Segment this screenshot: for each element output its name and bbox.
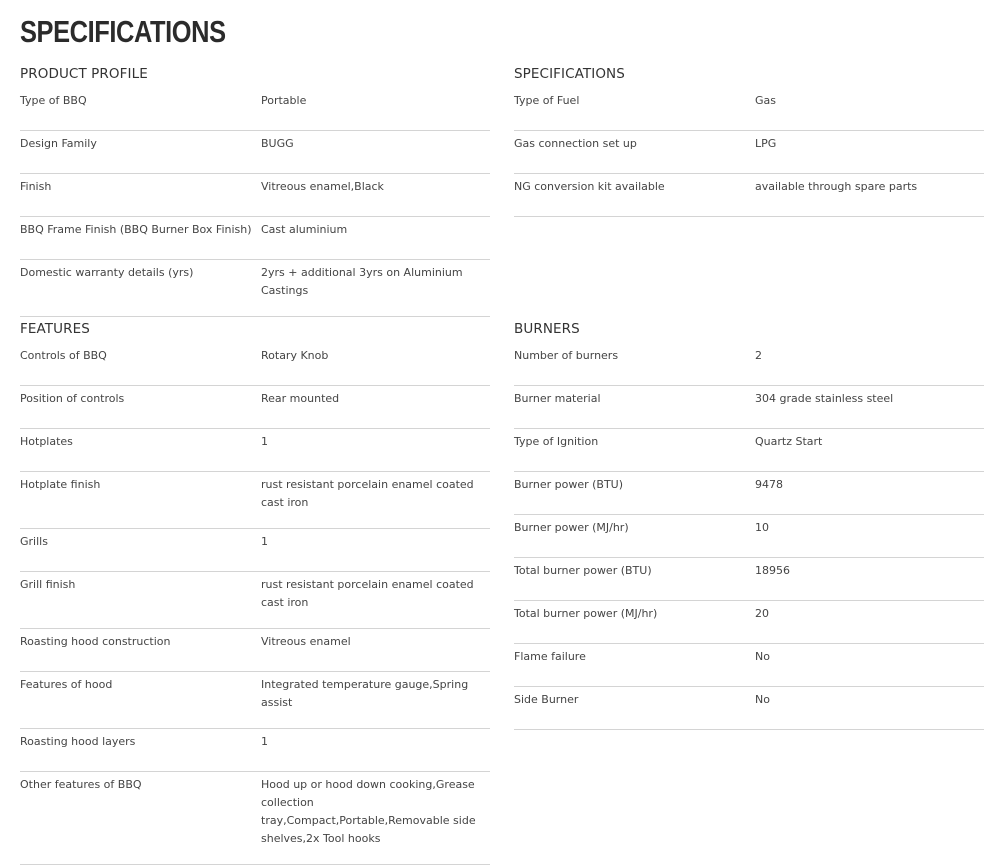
spec-value: Quartz Start (755, 435, 823, 448)
features-section (20, 321, 490, 865)
spec-value: Vitreous enamel,Black (261, 180, 384, 193)
spec-row (20, 672, 490, 729)
spec-row (514, 472, 984, 515)
spec-label: Grills (20, 535, 48, 548)
spec-value: BUGG (261, 137, 294, 150)
spec-row (514, 131, 984, 174)
spec-label: Type of Ignition (514, 435, 599, 448)
spec-value: 1 (261, 435, 268, 448)
spec-label: Type of BBQ (20, 94, 87, 107)
spec-label: Flame failure (514, 650, 586, 663)
spec-value: rust resistant porcelain enamel coated cast iron (261, 478, 474, 509)
spec-value: Rear mounted (261, 392, 340, 405)
spec-row (20, 343, 490, 386)
spec-label: Burner power (BTU) (514, 478, 624, 491)
spec-row (20, 472, 490, 529)
spec-row (20, 131, 490, 174)
spec-label: Domestic warranty details (yrs) (20, 266, 194, 279)
spec-label: Design Family (20, 137, 97, 150)
spec-label: NG conversion kit available (514, 180, 665, 193)
spec-row (20, 386, 490, 429)
spec-label: Hotplates (20, 435, 73, 448)
spec-row (514, 343, 984, 386)
spec-row (514, 174, 984, 217)
spec-value: rust resistant porcelain enamel coated cast iron (261, 578, 474, 609)
section-heading: PRODUCT PROFILE (20, 66, 148, 82)
spec-label: Controls of BBQ (20, 349, 107, 362)
spec-label: Grill finish (20, 578, 76, 591)
burners-section (514, 321, 984, 730)
spec-value: 1 (261, 535, 268, 548)
spec-label: Roasting hood construction (20, 635, 171, 648)
spec-label: Burner power (MJ/hr) (514, 521, 629, 534)
spec-row (514, 558, 984, 601)
spec-label: Features of hood (20, 678, 113, 691)
spec-label: Burner material (514, 392, 601, 405)
spec-row (20, 260, 490, 317)
spec-value: Rotary Knob (261, 349, 329, 362)
spec-value: 2yrs + additional 3yrs on Aluminium Castings (261, 266, 463, 297)
spec-value: LPG (755, 137, 777, 150)
spec-row (20, 174, 490, 217)
spec-row (514, 386, 984, 429)
spec-label: Side Burner (514, 693, 579, 706)
spec-label: Gas connection set up (514, 137, 637, 150)
spec-label: Position of controls (20, 392, 125, 405)
section-heading: SPECIFICATIONS (514, 66, 625, 82)
spec-value: Hood up or hood down cooking,Grease collection tray,Compact,Portable,Removable side shelves,2x Tool hooks (261, 778, 476, 845)
spec-value: 2 (755, 349, 762, 362)
spec-label: Other features of BBQ (20, 778, 142, 791)
spec-row (514, 687, 984, 730)
spec-row (20, 429, 490, 472)
section-heading: FEATURES (20, 321, 90, 337)
spec-row (20, 629, 490, 672)
spec-row (514, 515, 984, 558)
spec-value: 18956 (755, 564, 790, 577)
page-title: SPECIFICATIONS (20, 14, 226, 49)
spec-label: Total burner power (MJ/hr) (514, 607, 658, 620)
spec-row (20, 729, 490, 772)
spec-table (514, 88, 984, 217)
spec-value: 20 (755, 607, 769, 620)
spec-value: 10 (755, 521, 769, 534)
spec-label: Hotplate finish (20, 478, 101, 491)
spec-row (514, 601, 984, 644)
spec-row (20, 772, 490, 865)
spec-table (20, 88, 490, 317)
spec-value: 1 (261, 735, 268, 748)
spec-value: No (755, 693, 770, 706)
spec-row (20, 217, 490, 260)
spec-value: Portable (261, 94, 307, 107)
spec-table (514, 343, 984, 730)
spec-value: Integrated temperature gauge,Spring assist (261, 678, 469, 709)
spec-label: Total burner power (BTU) (514, 564, 652, 577)
spec-value: available through spare parts (755, 180, 918, 193)
spec-row (514, 429, 984, 472)
spec-label: BBQ Frame Finish (BBQ Burner Box Finish) (20, 223, 252, 236)
spec-row (20, 88, 490, 131)
section-heading: BURNERS (514, 321, 580, 337)
spec-label: Number of burners (514, 349, 619, 362)
spec-label: Finish (20, 180, 52, 193)
spec-value: Gas (755, 94, 776, 107)
spec-row (20, 572, 490, 629)
specifications-section (514, 66, 984, 217)
product-profile-section (20, 66, 490, 317)
spec-table (20, 343, 490, 865)
spec-label: Roasting hood layers (20, 735, 136, 748)
spec-row (514, 88, 984, 131)
spec-value: No (755, 650, 770, 663)
spec-row (514, 644, 984, 687)
spec-value: Vitreous enamel (261, 635, 351, 648)
spec-value: Cast aluminium (261, 223, 348, 236)
spec-row (20, 529, 490, 572)
spec-label: Type of Fuel (514, 94, 580, 107)
spec-value: 9478 (755, 478, 783, 491)
spec-value: 304 grade stainless steel (755, 392, 894, 405)
